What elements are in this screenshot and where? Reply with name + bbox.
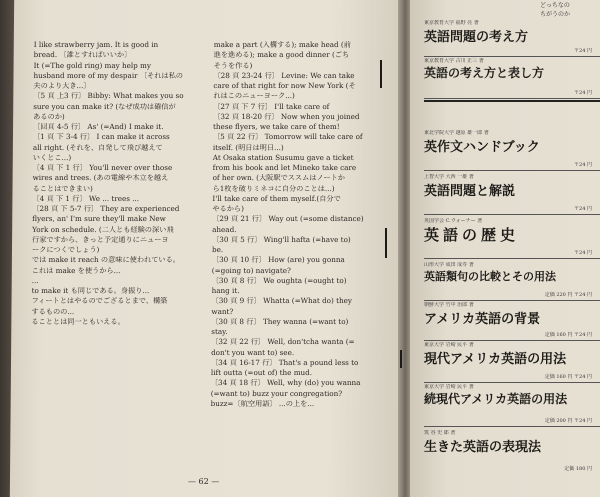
ad-price: 定価 160 円 〒24 円 [544, 332, 592, 338]
ad-title: 生きた英語の表現法 [424, 440, 542, 455]
text-line: 〔30 頁 10 行〕 How (are) you gonna [211, 255, 345, 265]
text-line: 〔28 頁 23-24 行〕 Levine: We can take [213, 70, 355, 80]
text-line: 〔34 頁 18 行〕 Well, why (do) you wanna [210, 378, 361, 388]
text-line: wires and trees. (あの電線や木立を越え [32, 173, 169, 183]
ad-price: 定価 220 円 〒24 円 [544, 292, 592, 298]
text-line: ークにつくでしょう) [31, 245, 100, 254]
ad-price: 定価 180 円 [564, 466, 592, 472]
book-ad [424, 342, 600, 383]
book-ad [424, 384, 600, 427]
text-line: make a part (入構する); make head (前 [213, 40, 351, 49]
ad-title: アメリカ英語の背景 [424, 312, 541, 327]
text-line: 〔1 頁 下 3-4 行〕 I can make it across [32, 132, 170, 142]
ad-author: 筑 谷 史 郎 著 [424, 430, 456, 436]
text-line: 〔30 頁 9 行〕 Whatta (=What do) they [211, 296, 352, 306]
text-line: 〔回頁 4-5 行〕 As' (=And) I make it. [33, 122, 164, 131]
text-line: York on schedule. (二人とも経験の深い飛 [32, 224, 174, 234]
text-line: buzz=〔航空用語〕 ...の上を... [210, 398, 315, 408]
text-line: やるから) [212, 204, 244, 213]
text-line: lift outta (=out of) the mud. [210, 368, 313, 377]
text-line: 〔5 頁 上3 行〕 Bibby: What makes you so [33, 91, 184, 101]
ad-title: 英語の歴史 [424, 226, 520, 244]
text-line: all right. (それを、自発して飛び越えて [32, 142, 163, 152]
book-ad [424, 218, 600, 259]
book-ad [424, 174, 600, 215]
ad-author: 山形大学 成田 成寿 著 [424, 262, 474, 268]
ad-price: 〒24 円 [574, 250, 592, 256]
text-line: At Osaka station Susumu gave a ticket [212, 152, 354, 162]
left-page [10, 0, 410, 497]
text-line: そうを作る) [213, 60, 253, 70]
text-line: hang it. [211, 286, 240, 295]
text-line: (=want to) buzz your congregation? [210, 388, 343, 398]
text-line: be. [211, 245, 224, 254]
text-line: flyers, an' I'm sure they'll make New [32, 214, 166, 224]
text-line: husband more of my despair 〔それは私の [33, 70, 184, 80]
text-line: 〔32 頁 18-20 行〕 Now when you joined [213, 111, 360, 121]
ad-author: 東京大学 岩崎 民平 著 [424, 384, 474, 390]
ad-title: 英語の考え方と表し方 [424, 66, 545, 80]
margin-mark [400, 350, 402, 368]
text-line: of her own. (大阪駅でススムはノートか [212, 173, 346, 183]
text-line: itself. (明日は明日...) [212, 142, 284, 152]
book-ad [424, 20, 600, 57]
text-line: 〔30 頁 5 行〕 Wing'll hafta (=have to) [212, 234, 351, 244]
text-line: では make it reach の意味に使われている。 [31, 255, 181, 265]
ad-price: 〒24 円 [574, 206, 592, 212]
text-line: bread. 〔誰とすればいいか〕 [33, 50, 132, 60]
ad-title: 英語問題と解説 [424, 184, 516, 199]
ad-author: 東京教育大学 古川 正三 著 [424, 58, 484, 64]
ad-price: 定価 200 円 〒24 円 [544, 418, 592, 424]
margin-mark [385, 228, 387, 258]
text-line: ... [31, 275, 39, 285]
text-line: 行家ですから、きっと予定通りにニューヨ [32, 234, 169, 244]
divider [424, 100, 600, 102]
ad-price: 〒24 円 [574, 90, 592, 96]
text-line: don't you want to) see. [211, 347, 295, 357]
text-line: 〔27 頁 下 7 行〕 I'll take care of [213, 101, 330, 111]
book-ad [424, 58, 600, 99]
text-line: 〔4 頁 下 1 行〕 We ... trees ... [32, 193, 140, 203]
text-line: するものの... [31, 306, 75, 316]
right-page [410, 0, 600, 497]
page-number: — 62 — [187, 477, 220, 486]
ad-price: 定価 160 円 〒24 円 [544, 374, 592, 380]
text-line: フィートとはやるのでござるとまで、構築 [31, 296, 168, 306]
ad-title: 英語類句の比較とその用法 [424, 270, 556, 283]
ad-author: 朝鮮大学 竹中 治郎 著 [424, 302, 474, 308]
text-line: 〔34 頁 16-17 行〕 That's a pound less to [210, 357, 359, 367]
text-line: これは make を使うから... [31, 265, 121, 275]
text-line: れはこのニューヨーク...) [213, 91, 295, 101]
book-ad [424, 430, 600, 474]
ad-author: 東京教育大学 福野 亮 著 [424, 20, 479, 26]
text-line: 〔4 頁 下 1 行〕 You'll never over those [32, 163, 173, 172]
text-line: 〔32 頁 22 行〕 Well, don'tcha wanta (= [211, 337, 355, 347]
book-ad [424, 130, 600, 171]
text-line: to make it も同じである。身振り... [31, 286, 150, 295]
text-line: I like strawberry jam. It is good in [33, 40, 159, 49]
text-line: I'll take care of them myself.(自分で [212, 193, 341, 203]
ad-title: 英作文ハンドブック [424, 140, 540, 155]
fragment-line: どっちなの [540, 2, 570, 9]
text-line: いくとこ...) [32, 152, 72, 162]
fragment-line: ちがうのか [540, 11, 571, 18]
ad-author: 上智大学 大西 一雄 著 [424, 174, 474, 180]
text-line: 〔30 頁 8 行〕 We oughta (=ought to) [211, 275, 347, 285]
text-line: あるのか) [33, 111, 65, 121]
ad-price: 〒24 円 [574, 48, 592, 54]
text-column-1 [31, 40, 204, 327]
text-line: It (=The gold ring) may help my [33, 60, 152, 70]
text-line: want? [211, 306, 234, 316]
text-line: these flyers, we take care of them! [213, 122, 340, 131]
text-line: ら1枚を破りミネコに自分のことは...) [212, 183, 335, 193]
text-line: 〔5 頁 22 行〕 Tomorrow will take care of [212, 132, 363, 142]
text-line: 夫のより大き...〕 [33, 81, 91, 90]
book-ad [424, 302, 600, 341]
text-line: ることはできまい) [32, 183, 93, 193]
ad-author: 東京大学 岩崎 民平 著 [424, 342, 474, 348]
ad-title: 英語問題の考え方 [424, 30, 529, 45]
text-line: sure you can make it? (なぜ成功は確信が [33, 101, 176, 111]
text-line: ることとは同一ともいえる。 [31, 316, 125, 326]
text-column-2 [211, 40, 384, 409]
text-line: 進を進める); make a good dinner (ごち [213, 50, 350, 60]
text-line: (=going to) navigate? [211, 265, 291, 275]
ad-author: 英国学会 C.ウォーナー 著 [424, 218, 483, 224]
text-line: 〔29 頁 21 行〕 Way out (=some distance) [212, 214, 364, 224]
text-line: ahead. [212, 224, 237, 234]
ad-price: 〒24 円 [574, 162, 592, 168]
ad-title: 現代アメリカ英語の用法 [424, 352, 567, 367]
text-line: stay. [211, 327, 228, 336]
ad-title: 続現代アメリカ英語の用法 [424, 392, 568, 406]
book-ad [424, 262, 600, 301]
ad-author: 東北学院大学 越原 雄一郎 著 [424, 130, 489, 136]
text-line: 〔28 頁 下 5-7 行〕 They are experienced [32, 204, 180, 213]
text-line: care of that right for now New York (そ [213, 81, 356, 90]
margin-mark [380, 60, 382, 88]
text-line: 〔30 頁 8 行〕 They wanna (=want to) [211, 316, 349, 326]
text-line: from his book and let Mineko take care [212, 163, 357, 172]
